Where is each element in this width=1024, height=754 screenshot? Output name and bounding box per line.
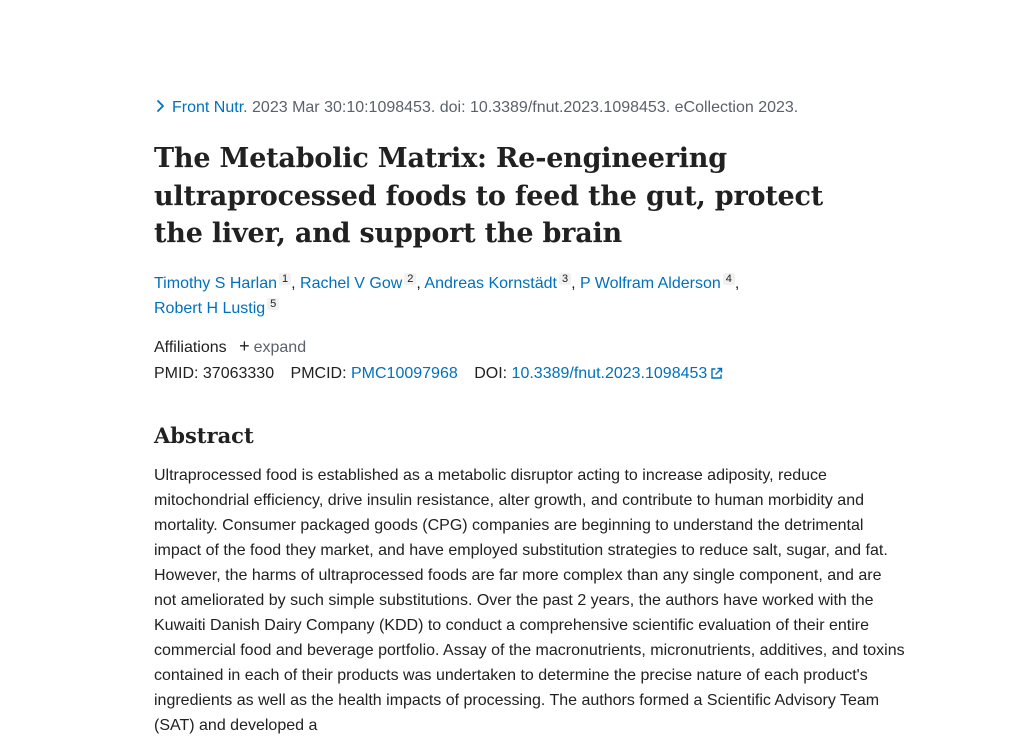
abstract-text: Ultraprocessed food is established as a metabolic disruptor acting to increase adiposity, reduce mitochondrial efficiency, drive insulin resistance, alter growth, and contribute to human morbidity and mortality. Consumer packaged goods (CPG) companies are beginning to understand the detrimental impact of the food they market, and have employed substitution strategies to reduce salt, sugar, and fat. However, the harms of ultraprocessed foods are far more complex than any single component, and are not ameliorated by such simple substitutions. Over the past 2 years, the authors have worked with the Kuwaiti Danish Dairy Company (KDD) to conduct a comprehensive scientific evaluation of their entire commercial food and beverage portfolio. Assay of the macronutrients, micronutrients, additives, and toxins contained in each of their products was undertaken to determine the precise nature of each product's ingredients as well as the health impacts of processing. The authors formed a Scientific Advisory Team (SAT) and developed a [154, 467, 905, 734]
affiliations-row [154, 335, 306, 359]
affiliation-ref[interactable]: 5 [267, 298, 279, 310]
abstract-heading: Abstract [154, 423, 254, 448]
author-link[interactable]: Timothy S Harlan [154, 275, 277, 292]
article-title: The Metabolic Matrix: Re-engineering ultraprocessed foods to feed the gut, protect the liver, and support the brain [154, 143, 824, 249]
authors-list: Timothy S Harlan $^1$ , Rachel V Gow $^2$ , Andreas Kornstädt $^3$ , P Wolfram Alderson $^4$ , Robert H Lustig $^5$ [154, 273, 740, 317]
identifiers-row [154, 363, 723, 385]
citation-line [154, 97, 914, 119]
external-link-icon [710, 367, 723, 380]
journal-link[interactable]: Front Nutr. [172, 99, 248, 116]
author-link[interactable]: P Wolfram Alderson [579, 275, 721, 292]
affiliation-ref[interactable]: 3 [559, 273, 571, 285]
plus-icon: + [239, 336, 250, 356]
affiliations-label: Affiliations [154, 339, 227, 356]
pmid-value: 37063330 [202, 365, 275, 382]
author-link[interactable]: Andreas Kornstädt [424, 275, 557, 292]
pmcid-link[interactable]: PMC10097968 [351, 365, 458, 382]
affiliation-ref[interactable]: 1 [279, 273, 291, 285]
author-link[interactable]: Robert H Lustig [154, 300, 266, 317]
doi-value: 10.3389/fnut.2023.1098453 [511, 365, 708, 382]
chevron-right-icon[interactable] [154, 99, 168, 113]
pmid-label: PMID: [154, 365, 199, 382]
doi-link[interactable] [512, 365, 724, 382]
doi-label: DOI: [474, 365, 508, 382]
author-link[interactable]: Rachel V Gow [300, 275, 403, 292]
affiliation-ref[interactable]: 2 [404, 273, 416, 285]
affiliation-ref[interactable]: 4 [723, 273, 735, 285]
affiliations-expand-button[interactable] [239, 336, 307, 356]
citation-details: 2023 Mar 30:10:1098453. doi: 10.3389/fnut.2023.1098453. eCollection 2023. [252, 99, 799, 116]
pmcid-label: PMCID: [290, 365, 347, 382]
expand-label: expand [253, 339, 307, 356]
